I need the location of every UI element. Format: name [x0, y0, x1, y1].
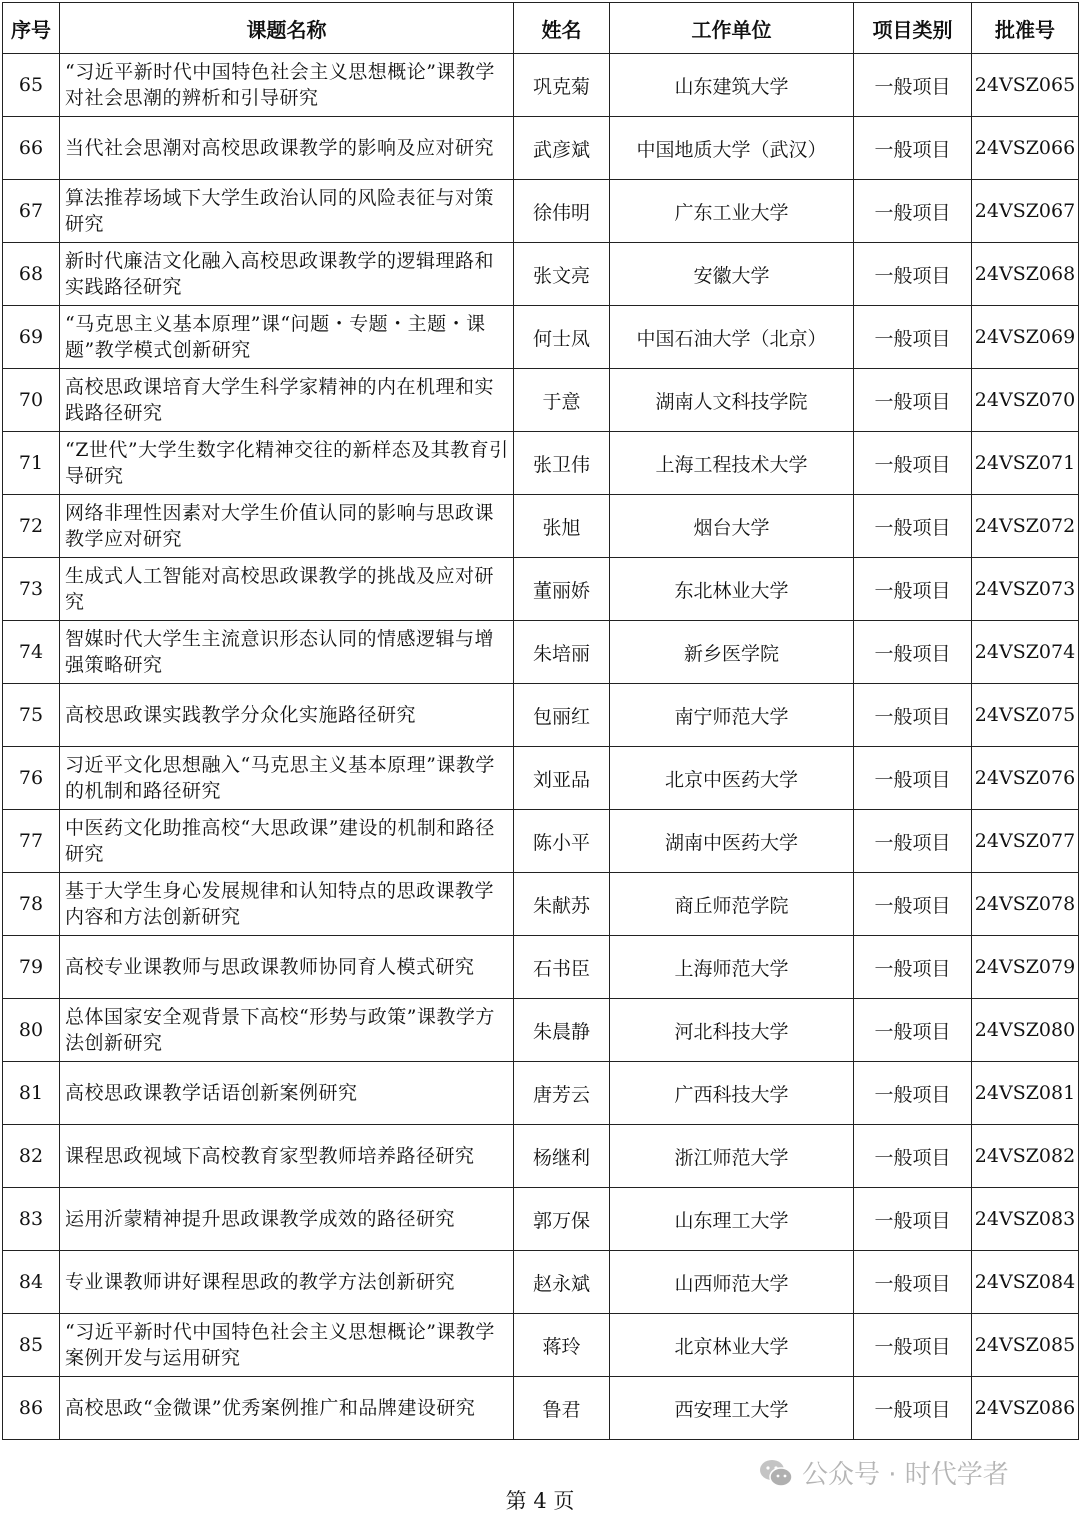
cell-serial: 80 — [3, 999, 60, 1062]
cell-category: 一般项目 — [854, 1062, 972, 1125]
cell-serial: 76 — [3, 747, 60, 810]
table-header-row — [3, 3, 1079, 54]
cell-unit: 山西师范大学 — [610, 1251, 854, 1314]
cell-category: 一般项目 — [854, 1188, 972, 1251]
cell-category: 一般项目 — [854, 1314, 972, 1377]
page-number: 第 4 页 — [505, 1489, 575, 1513]
cell-title: 高校专业课教师与思政课教师协同育人模式研究 — [60, 936, 514, 999]
cell-title: “Z世代”大学生数字化精神交往的新样态及其教育引导研究 — [60, 432, 514, 495]
cell-title: 总体国家安全观背景下高校“形势与政策”课教学方法创新研究 — [60, 999, 514, 1062]
cell-approval-no: 24VSZ072 — [972, 495, 1079, 558]
cell-title: 生成式人工智能对高校思政课教学的挑战及应对研究 — [60, 558, 514, 621]
cell-category: 一般项目 — [854, 117, 972, 180]
cell-category: 一般项目 — [854, 747, 972, 810]
table-row — [3, 1251, 1079, 1314]
cell-name: 武彦斌 — [514, 117, 610, 180]
cell-title: 智媒时代大学生主流意识形态认同的情感逻辑与增强策略研究 — [60, 621, 514, 684]
cell-name: 杨继利 — [514, 1125, 610, 1188]
cell-unit: 南宁师范大学 — [610, 684, 854, 747]
header-category: 项目类别 — [854, 3, 972, 54]
cell-category: 一般项目 — [854, 306, 972, 369]
cell-unit: 上海工程技术大学 — [610, 432, 854, 495]
cell-serial: 75 — [3, 684, 60, 747]
cell-approval-no: 24VSZ084 — [972, 1251, 1079, 1314]
cell-unit: 西安理工大学 — [610, 1377, 854, 1440]
cell-name: 包丽红 — [514, 684, 610, 747]
cell-title: 高校思政“金微课”优秀案例推广和品牌建设研究 — [60, 1377, 514, 1440]
cell-unit: 山东建筑大学 — [610, 54, 854, 117]
cell-serial: 67 — [3, 180, 60, 243]
table-row — [3, 684, 1079, 747]
cell-unit: 中国石油大学（北京） — [610, 306, 854, 369]
cell-approval-no: 24VSZ067 — [972, 180, 1079, 243]
cell-name: 巩克菊 — [514, 54, 610, 117]
cell-unit: 湖南人文科技学院 — [610, 369, 854, 432]
cell-unit: 安徽大学 — [610, 243, 854, 306]
header-unit: 工作单位 — [610, 3, 854, 54]
cell-name: 何士凤 — [514, 306, 610, 369]
cell-serial: 85 — [3, 1314, 60, 1377]
cell-title: 基于大学生身心发展规律和认知特点的思政课教学内容和方法创新研究 — [60, 873, 514, 936]
cell-approval-no: 24VSZ086 — [972, 1377, 1079, 1440]
cell-approval-no: 24VSZ069 — [972, 306, 1079, 369]
header-name: 姓名 — [514, 3, 610, 54]
cell-name: 朱献苏 — [514, 873, 610, 936]
cell-unit: 中国地质大学（武汉） — [610, 117, 854, 180]
table-row — [3, 117, 1079, 180]
cell-category: 一般项目 — [854, 432, 972, 495]
cell-name: 张卫伟 — [514, 432, 610, 495]
cell-title: 课程思政视域下高校教育家型教师培养路径研究 — [60, 1125, 514, 1188]
cell-name: 朱晨静 — [514, 999, 610, 1062]
cell-approval-no: 24VSZ073 — [972, 558, 1079, 621]
cell-serial: 69 — [3, 306, 60, 369]
cell-title: 算法推荐场域下大学生政治认同的风险表征与对策研究 — [60, 180, 514, 243]
cell-title: 新时代廉洁文化融入高校思政课教学的逻辑理路和实践路径研究 — [60, 243, 514, 306]
cell-category: 一般项目 — [854, 369, 972, 432]
cell-name: 鲁君 — [514, 1377, 610, 1440]
cell-unit: 上海师范大学 — [610, 936, 854, 999]
cell-approval-no: 24VSZ066 — [972, 117, 1079, 180]
table-row — [3, 369, 1079, 432]
cell-title: 专业课教师讲好课程思政的教学方法创新研究 — [60, 1251, 514, 1314]
cell-title: 网络非理性因素对大学生价值认同的影响与思政课教学应对研究 — [60, 495, 514, 558]
table-row — [3, 54, 1079, 117]
cell-serial: 65 — [3, 54, 60, 117]
cell-title: “习近平新时代中国特色社会主义思想概论”课教学案例开发与运用研究 — [60, 1314, 514, 1377]
cell-name: 徐伟明 — [514, 180, 610, 243]
cell-category: 一般项目 — [854, 684, 972, 747]
cell-category: 一般项目 — [854, 1377, 972, 1440]
cell-title: 高校思政课实践教学分众化实施路径研究 — [60, 684, 514, 747]
header-approval-no: 批准号 — [972, 3, 1079, 54]
cell-name: 张文亮 — [514, 243, 610, 306]
cell-category: 一般项目 — [854, 54, 972, 117]
cell-name: 张旭 — [514, 495, 610, 558]
cell-serial: 77 — [3, 810, 60, 873]
cell-approval-no: 24VSZ071 — [972, 432, 1079, 495]
table-row — [3, 243, 1079, 306]
cell-serial: 83 — [3, 1188, 60, 1251]
cell-approval-no: 24VSZ083 — [972, 1188, 1079, 1251]
wechat-icon — [758, 1458, 794, 1488]
cell-category: 一般项目 — [854, 495, 972, 558]
cell-name: 蒋玲 — [514, 1314, 610, 1377]
header-serial: 序号 — [3, 3, 60, 54]
table-row — [3, 621, 1079, 684]
cell-name: 陈小平 — [514, 810, 610, 873]
table-row — [3, 810, 1079, 873]
cell-category: 一般项目 — [854, 621, 972, 684]
cell-unit: 新乡医学院 — [610, 621, 854, 684]
cell-serial: 82 — [3, 1125, 60, 1188]
cell-name: 赵永斌 — [514, 1251, 610, 1314]
cell-serial: 70 — [3, 369, 60, 432]
table-row — [3, 747, 1079, 810]
cell-unit: 湖南中医药大学 — [610, 810, 854, 873]
cell-approval-no: 24VSZ081 — [972, 1062, 1079, 1125]
cell-unit: 北京林业大学 — [610, 1314, 854, 1377]
cell-serial: 81 — [3, 1062, 60, 1125]
cell-approval-no: 24VSZ074 — [972, 621, 1079, 684]
watermark-text: 公众号 · 时代学者 — [802, 1460, 1009, 1490]
table-row — [3, 1062, 1079, 1125]
cell-unit: 商丘师范学院 — [610, 873, 854, 936]
cell-unit: 北京中医药大学 — [610, 747, 854, 810]
cell-category: 一般项目 — [854, 999, 972, 1062]
cell-title: 运用沂蒙精神提升思政课教学成效的路径研究 — [60, 1188, 514, 1251]
cell-approval-no: 24VSZ082 — [972, 1125, 1079, 1188]
cell-category: 一般项目 — [854, 936, 972, 999]
cell-category: 一般项目 — [854, 1125, 972, 1188]
cell-approval-no: 24VSZ078 — [972, 873, 1079, 936]
table-row — [3, 1377, 1079, 1440]
cell-serial: 68 — [3, 243, 60, 306]
cell-category: 一般项目 — [854, 558, 972, 621]
cell-unit: 广东工业大学 — [610, 180, 854, 243]
cell-category: 一般项目 — [854, 243, 972, 306]
cell-title: “习近平新时代中国特色社会主义思想概论”课教学对社会思潮的辨析和引导研究 — [60, 54, 514, 117]
cell-title: 中医药文化助推高校“大思政课”建设的机制和路径研究 — [60, 810, 514, 873]
cell-title: 习近平文化思想融入“马克思主义基本原理”课教学的机制和路径研究 — [60, 747, 514, 810]
cell-unit: 东北林业大学 — [610, 558, 854, 621]
cell-name: 郭万保 — [514, 1188, 610, 1251]
cell-approval-no: 24VSZ079 — [972, 936, 1079, 999]
table-row — [3, 873, 1079, 936]
cell-approval-no: 24VSZ080 — [972, 999, 1079, 1062]
project-table — [2, 2, 1079, 1440]
cell-unit: 广西科技大学 — [610, 1062, 854, 1125]
cell-serial: 71 — [3, 432, 60, 495]
cell-title: “马克思主义基本原理”课“问题・专题・主题・课题”教学模式创新研究 — [60, 306, 514, 369]
cell-serial: 86 — [3, 1377, 60, 1440]
cell-approval-no: 24VSZ085 — [972, 1314, 1079, 1377]
cell-name: 唐芳云 — [514, 1062, 610, 1125]
cell-unit: 浙江师范大学 — [610, 1125, 854, 1188]
table-row — [3, 495, 1079, 558]
cell-category: 一般项目 — [854, 180, 972, 243]
cell-unit: 烟台大学 — [610, 495, 854, 558]
table-row — [3, 1125, 1079, 1188]
cell-name: 刘亚品 — [514, 747, 610, 810]
cell-serial: 73 — [3, 558, 60, 621]
cell-serial: 74 — [3, 621, 60, 684]
cell-category: 一般项目 — [854, 873, 972, 936]
cell-approval-no: 24VSZ075 — [972, 684, 1079, 747]
cell-serial: 79 — [3, 936, 60, 999]
table-row — [3, 306, 1079, 369]
cell-unit: 山东理工大学 — [610, 1188, 854, 1251]
table-row — [3, 1188, 1079, 1251]
cell-approval-no: 24VSZ077 — [972, 810, 1079, 873]
cell-category: 一般项目 — [854, 1251, 972, 1314]
table-row — [3, 1314, 1079, 1377]
cell-approval-no: 24VSZ076 — [972, 747, 1079, 810]
table-row — [3, 432, 1079, 495]
cell-serial: 66 — [3, 117, 60, 180]
cell-name: 石书臣 — [514, 936, 610, 999]
cell-category: 一般项目 — [854, 810, 972, 873]
cell-title: 高校思政课教学话语创新案例研究 — [60, 1062, 514, 1125]
table-row — [3, 936, 1079, 999]
cell-title: 当代社会思潮对高校思政课教学的影响及应对研究 — [60, 117, 514, 180]
table-row — [3, 999, 1079, 1062]
table-row — [3, 558, 1079, 621]
cell-approval-no: 24VSZ068 — [972, 243, 1079, 306]
table-row — [3, 180, 1079, 243]
cell-serial: 84 — [3, 1251, 60, 1314]
cell-name: 董丽娇 — [514, 558, 610, 621]
cell-approval-no: 24VSZ070 — [972, 369, 1079, 432]
header-title: 课题名称 — [60, 3, 514, 54]
cell-serial: 72 — [3, 495, 60, 558]
cell-name: 朱培丽 — [514, 621, 610, 684]
cell-unit: 河北科技大学 — [610, 999, 854, 1062]
cell-approval-no: 24VSZ065 — [972, 54, 1079, 117]
cell-serial: 78 — [3, 873, 60, 936]
cell-name: 于意 — [514, 369, 610, 432]
cell-title: 高校思政课培育大学生科学家精神的内在机理和实践路径研究 — [60, 369, 514, 432]
